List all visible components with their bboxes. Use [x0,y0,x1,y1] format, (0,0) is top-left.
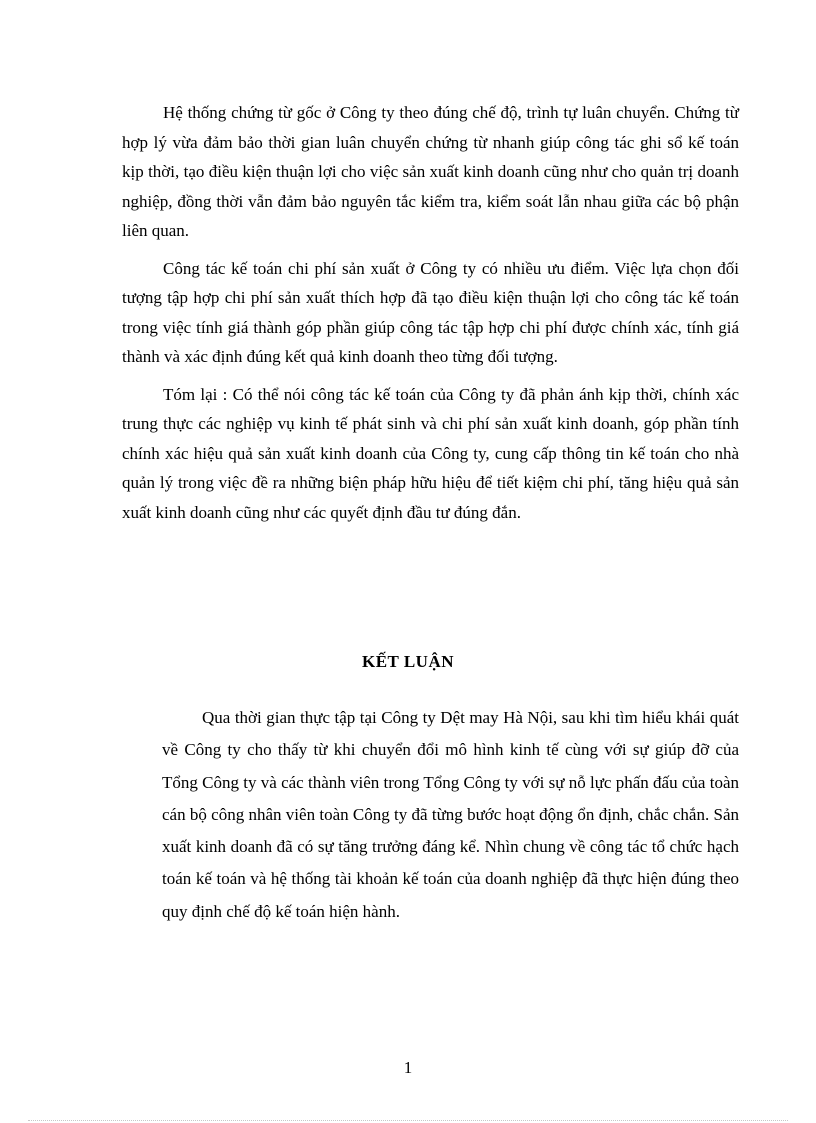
paragraph-summary: Tóm lại : Có thể nói công tác kế toán của Công ty đã phản ánh kịp thời, chính xác trung thực các nghiệp vụ kinh tế phát sinh và chi phí sản xuất kinh doanh, góp phần tính chính xác hiệu quả sản xuất kinh doanh của Công ty, cung cấp thông tin kế toán cho nhà quản lý trong việc đề ra những biện pháp hữu hiệu để tiết kiệm chi phí, tăng hiệu quả sản xuất kinh doanh cũng như các quyết định đầu tư đúng đắn. [122,384,739,522]
conclusion-paragraph: Qua thời gian thực tập tại Công ty Dệt may Hà Nội, sau khi tìm hiểu khái quát về Công ty cho thấy từ khi chuyển đổi mô hình kinh tế cùng với sự giúp đỡ của Tổng Công ty và các thành viên trong Tổng Công ty với sự nỗ lực phấn đấu của toàn cán bộ công nhân viên toàn Công ty đã từng bước hoạt động ổn định, chắc chắn. Sản xuất kinh doanh đã có sự tăng trưởng đáng kể. Nhìn chung về công tác tổ chức hạch toán kế toán và hệ thống tài khoản kế toán của doanh nghiệp đã thực hiện đúng theo quy định chế độ kế toán hiện hành. [162,708,739,921]
conclusion-heading: KẾT LUẬN [361,652,454,671]
page-number: 1 [403,1058,413,1077]
paragraph-source-documents: Hệ thống chứng từ gốc ở Công ty theo đúng chế độ, trình tự luân chuyển. Chứng từ hợp lý vừa đảm bảo thời gian luân chuyển chứng từ nhanh giúp công tác ghi sổ kế toán kịp thời, tạo điều kiện thuận lợi cho việc sản xuất kinh doanh cũng như cho quản trị doanh nghiệp, đồng thời vẫn đảm bảo nguyên tắc kiểm tra, kiểm soát lẫn nhau giữa các bộ phận liên quan. [122,103,739,240]
body-text [122,98,739,535]
paragraph-cost-accounting: Công tác kế toán chi phí sản xuất ở Công ty có nhiều ưu điểm. Việc lựa chọn đối tượng tập hợp chi phí sản xuất thích hợp đã tạo điều kiện thuận lợi cho công tác kế toán trong việc tính giá thành góp phần giúp công tác tập hợp chi phí được chính xác, tính giá thành và xác định đúng kết quả kinh doanh theo từng đối tượng. [122,258,739,366]
footer-divider [28,1120,788,1121]
conclusion-section [162,702,739,936]
